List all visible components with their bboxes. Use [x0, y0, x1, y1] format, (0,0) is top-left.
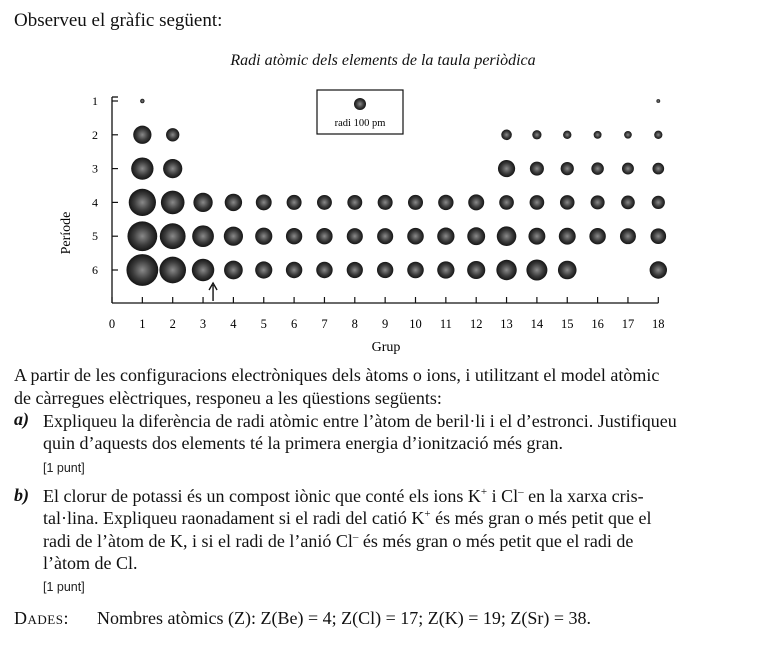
y-tick-label: 5 [92, 229, 98, 244]
x-axis-label: Grup [371, 340, 401, 355]
chart-legend [317, 90, 403, 134]
question-b-line-1: El clorur de potassi és un compost iònic que conté els ions K+ i Cl– en la xarxa cris- [43, 486, 644, 506]
atom-marker [140, 99, 144, 103]
x-tick-label: 15 [561, 317, 574, 331]
atom-marker [594, 131, 602, 139]
atom-marker [622, 163, 634, 175]
atom-marker [127, 221, 157, 251]
x-tick-label: 11 [439, 317, 452, 331]
y-tick-label: 4 [92, 195, 98, 210]
atom-marker [316, 262, 332, 278]
atom-marker [126, 254, 158, 286]
y-tick-label: 1 [92, 94, 98, 108]
atom-marker [559, 228, 576, 245]
question-b-points: [1 punt] [43, 580, 85, 594]
atom-marker [624, 131, 632, 139]
atom-marker [377, 262, 393, 278]
x-tick-label: 2 [169, 317, 176, 331]
x-tick-label: 7 [321, 317, 328, 331]
question-b-line-3: radi de l’àtom de K, i si el radi de l’anió Cl– és més gran o més petit que el radi de [43, 531, 634, 551]
question-a-line-1: Expliqueu la diferència de radi atòmic entre l’àtom de beril·li i el d’estronci. Justifiqueu [43, 411, 677, 431]
atom-marker [378, 195, 393, 210]
atom-marker [160, 223, 186, 249]
x-tick-label: 13 [500, 317, 513, 331]
atom-marker [561, 162, 574, 175]
atom-marker [407, 228, 424, 245]
x-tick-label: 4 [230, 317, 237, 331]
atom-marker [591, 162, 603, 174]
atom-marker [256, 194, 272, 210]
x-tick-label: 0 [108, 317, 116, 331]
x-tick-label: 5 [260, 317, 267, 331]
atom-marker [530, 162, 544, 176]
atom-marker [347, 228, 363, 244]
atom-marker [620, 228, 636, 244]
atom-marker [501, 130, 512, 141]
atom-marker [528, 228, 545, 245]
atom-marker [347, 195, 362, 210]
question-a-line-2: quin d’aquests dos elements té la primera energia d’ionització més gran. [43, 433, 563, 453]
x-tick-label: 16 [591, 317, 604, 331]
atom-marker [317, 195, 332, 210]
atom-marker [591, 195, 605, 209]
atom-marker [467, 261, 485, 279]
atom-marker [496, 260, 516, 280]
atom-marker [589, 228, 605, 244]
atom-marker [437, 261, 454, 278]
atom-marker [560, 195, 575, 210]
dades-label: Dades: [14, 608, 69, 628]
atom-marker [563, 131, 571, 139]
atom-marker [163, 159, 182, 178]
x-tick-label: 3 [199, 317, 207, 331]
atom-marker [129, 189, 156, 216]
atom-marker [652, 163, 664, 175]
atom-marker [499, 195, 514, 210]
legend-label: radi 100 pm [334, 118, 386, 129]
atom-marker [133, 126, 151, 144]
question-b-line-4: l’àtom de Cl. [43, 553, 138, 573]
atom-marker [159, 257, 186, 284]
x-tick-label: 17 [621, 317, 635, 331]
x-tick-label: 12 [469, 317, 483, 331]
atom-marker [532, 130, 541, 139]
atom-marker [347, 262, 363, 278]
atom-marker [558, 261, 577, 280]
atom-marker [224, 261, 243, 280]
atom-marker [377, 228, 393, 244]
x-tick-label: 9 [382, 317, 389, 331]
atom-marker [530, 195, 545, 210]
atom-marker [621, 196, 635, 210]
atom-marker [437, 228, 454, 245]
atom-marker [224, 227, 243, 246]
atom-marker [287, 195, 302, 210]
atom-marker [498, 160, 515, 177]
question-a-points: [1 punt] [43, 461, 85, 475]
atom-marker [654, 131, 662, 139]
atom-marker [166, 128, 179, 141]
atom-marker [131, 157, 153, 179]
question-a-marker: a) [14, 409, 29, 429]
atom-marker [651, 228, 667, 244]
y-tick-label: 6 [92, 263, 98, 277]
atom-marker [407, 262, 424, 279]
atom-marker [161, 191, 185, 215]
atom-marker [193, 193, 212, 212]
atom-marker [286, 228, 302, 244]
atom-marker [316, 228, 332, 244]
atom-marker [652, 196, 665, 209]
question-b-marker: b) [14, 485, 29, 505]
x-tick-label: 10 [409, 317, 422, 331]
atom-marker [408, 195, 423, 210]
x-tick-label: 18 [652, 317, 665, 331]
x-tick-label: 14 [530, 317, 544, 331]
atom-marker [497, 226, 517, 246]
dades-text: Nombres atòmics (Z): Z(Be) = 4; Z(Cl) = 17; Z(K) = 19; Z(Sr) = 38. [97, 608, 592, 628]
atom-marker [255, 261, 272, 278]
atom-marker [656, 99, 660, 103]
y-axis-label: Període [59, 211, 74, 255]
intro-text: Observeu el gràfic següent: [14, 10, 223, 31]
x-tick-label: 1 [139, 317, 146, 331]
y-tick-label: 3 [92, 161, 98, 176]
atom-marker [526, 260, 547, 281]
x-tick-label: 8 [351, 317, 358, 331]
atom-marker [438, 195, 453, 210]
atom-marker [192, 225, 214, 247]
atom-marker [192, 259, 214, 281]
legend-atom [354, 98, 366, 110]
question-intro-line-1: A partir de les configuracions electròniques dels àtoms o ions, i utilitzant el model atòmic [14, 365, 660, 385]
atom-marker [650, 261, 667, 278]
y-tick-label: 2 [92, 127, 98, 142]
chart-title: Radi atòmic dels elements de la taula periòdica [230, 52, 536, 69]
question-b-line-2: tal·lina. Expliqueu raonadament si el radi del catió K+ és més gran o més petit que el [43, 508, 652, 528]
question-intro-line-2: de càrregues elèctriques, responeu a les qüestions següents: [14, 388, 442, 408]
atom-marker [468, 194, 484, 210]
atom-marker [255, 228, 272, 245]
atom-marker [467, 227, 485, 245]
atom-marker [225, 194, 242, 211]
atomic-radius-chart [0, 80, 766, 360]
atom-marker [286, 262, 302, 278]
x-tick-label: 6 [290, 317, 298, 331]
